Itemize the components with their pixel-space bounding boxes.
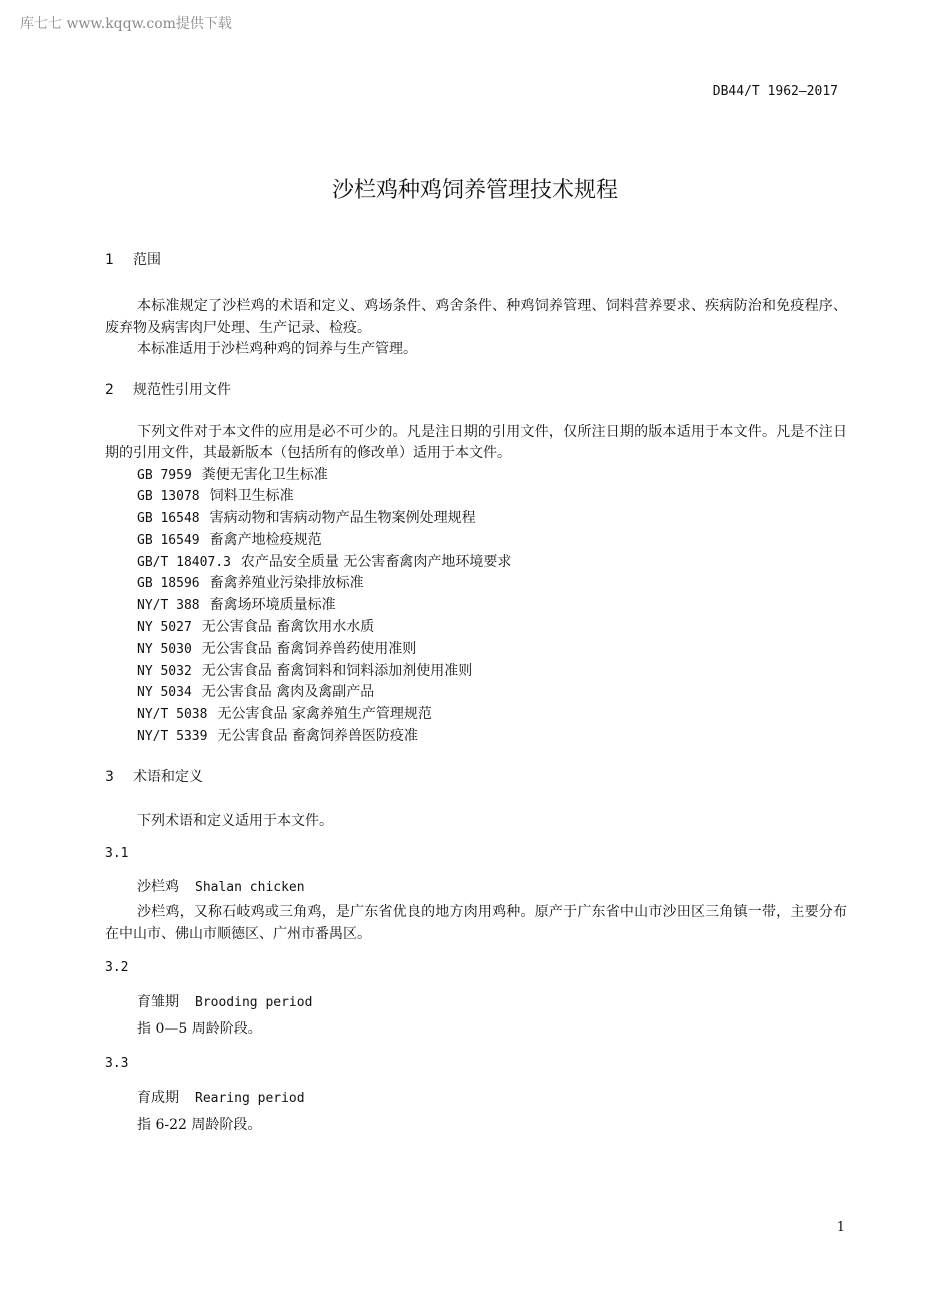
reference-code: GB 16549: [137, 532, 200, 548]
section-heading-terms-and-definitions: [105, 767, 847, 787]
reference-code: GB 18596: [137, 576, 200, 592]
reference-item: [105, 617, 847, 639]
term-definition: 指 0—5 周龄阶段。: [137, 1021, 262, 1038]
reference-item: [105, 595, 847, 617]
references-intro-paragraph: 下列文件对于本文件的应用是必不可少的。凡是注日期的引用文件，仅所注日期的版本适用于本文件。凡是不注日期的引用文件，其最新版本（包括所有的修改单）适用于本文件。: [105, 423, 847, 461]
document-body: [105, 250, 847, 1136]
document-number: DB44/T 1962—2017: [712, 84, 838, 99]
reference-title: 无公害食品 畜禽饲养兽药使用准则: [201, 640, 417, 657]
term-number: 3.3: [105, 1055, 129, 1071]
reference-item: [105, 704, 847, 726]
section-heading-normative-references: [105, 380, 847, 400]
term-name: 育雏期: [137, 994, 179, 1011]
reference-title: 农产品安全质量 无公害畜禽肉产地环境要求: [240, 553, 512, 570]
term-english: Brooding period: [195, 995, 313, 1011]
section-number: 1: [105, 252, 114, 268]
term-definition: 指 6-22 周龄阶段。: [137, 1116, 262, 1133]
section-number: 3: [105, 768, 114, 785]
section-title: 规范性引用文件: [133, 381, 231, 398]
term-heading: [105, 1088, 847, 1109]
reference-item: [105, 726, 847, 748]
scope-paragraph: 本标准适用于沙栏鸡种鸡的饲养与生产管理。: [137, 341, 417, 357]
reference-code: NY 5032: [137, 663, 192, 679]
reference-item: [105, 682, 847, 704]
reference-title: 害病动物和害病动物产品生物案例处理规程: [209, 510, 476, 527]
reference-item: [105, 573, 847, 595]
reference-item: [105, 639, 847, 661]
reference-code: GB 7959: [137, 467, 192, 483]
reference-list: [105, 465, 847, 748]
page-number: 1: [836, 1220, 845, 1235]
reference-title: 畜禽产地检疫规范: [209, 531, 322, 548]
reference-code: NY 5030: [137, 641, 192, 657]
reference-code: NY 5034: [137, 685, 192, 701]
reference-code: GB 16548: [137, 511, 200, 527]
reference-code: GB 13078: [137, 489, 200, 505]
section-title: 术语和定义: [133, 768, 203, 785]
reference-title: 粪便无害化卫生标准: [201, 466, 328, 483]
terms-intro-paragraph: 下列术语和定义适用于本文件。: [137, 812, 333, 829]
section-title: 范围: [133, 252, 161, 268]
reference-item: [105, 486, 847, 508]
reference-item: [105, 661, 847, 683]
term-heading: [105, 992, 847, 1013]
term-number: 3.2: [105, 960, 129, 976]
reference-title: 无公害食品 畜禽饲料和饲料添加剂使用准则: [201, 662, 473, 679]
reference-code: NY/T 388: [137, 598, 200, 614]
reference-item: [105, 552, 847, 574]
term-number: 3.1: [105, 846, 129, 862]
reference-code: NY 5027: [137, 620, 192, 636]
term-english: Shalan chicken: [195, 880, 305, 896]
section-number: 2: [105, 381, 114, 398]
reference-item: [105, 465, 847, 487]
reference-title: 无公害食品 家禽养殖生产管理规范: [217, 706, 432, 723]
reference-title: 无公害食品 畜禽饮用水水质: [201, 619, 375, 636]
reference-title: 畜禽养殖业污染排放标准: [209, 575, 364, 592]
reference-title: 无公害食品 禽肉及禽副产品: [201, 684, 375, 701]
document-title: 沙栏鸡种鸡饲养管理技术规程: [331, 178, 618, 203]
term-name: 沙栏鸡: [137, 879, 179, 896]
reference-item: [105, 530, 847, 552]
scope-paragraph: 本标准规定了沙栏鸡的术语和定义、鸡场条件、鸡舍条件、种鸡饲养管理、饲料营养要求、疾病防治和免疫程序、废弃物及病害肉尸处理、生产记录、检疫。: [105, 298, 847, 336]
reference-item: [105, 508, 847, 530]
reference-code: NY/T 5038: [137, 707, 208, 723]
term-name: 育成期: [137, 1089, 179, 1106]
watermark-text: 库七七 www.kqqw.com提供下载: [20, 16, 232, 32]
term-heading: [105, 877, 847, 898]
reference-title: 无公害食品 畜禽饲养兽医防疫准: [217, 728, 418, 745]
reference-title: 饲料卫生标准: [209, 488, 294, 505]
section-heading-scope: [105, 250, 847, 270]
reference-code: NY/T 5339: [137, 729, 208, 745]
reference-code: GB/T 18407.3: [137, 554, 231, 570]
term-definition: 沙栏鸡，又称石岐鸡或三角鸡，是广东省优良的地方肉用鸡种。原产于广东省中山市沙田区三角镇一带，主要分布在中山市、佛山市顺德区、广州市番禺区。: [105, 904, 847, 942]
term-english: Rearing period: [195, 1090, 305, 1106]
reference-title: 畜禽场环境质量标准: [209, 597, 336, 614]
